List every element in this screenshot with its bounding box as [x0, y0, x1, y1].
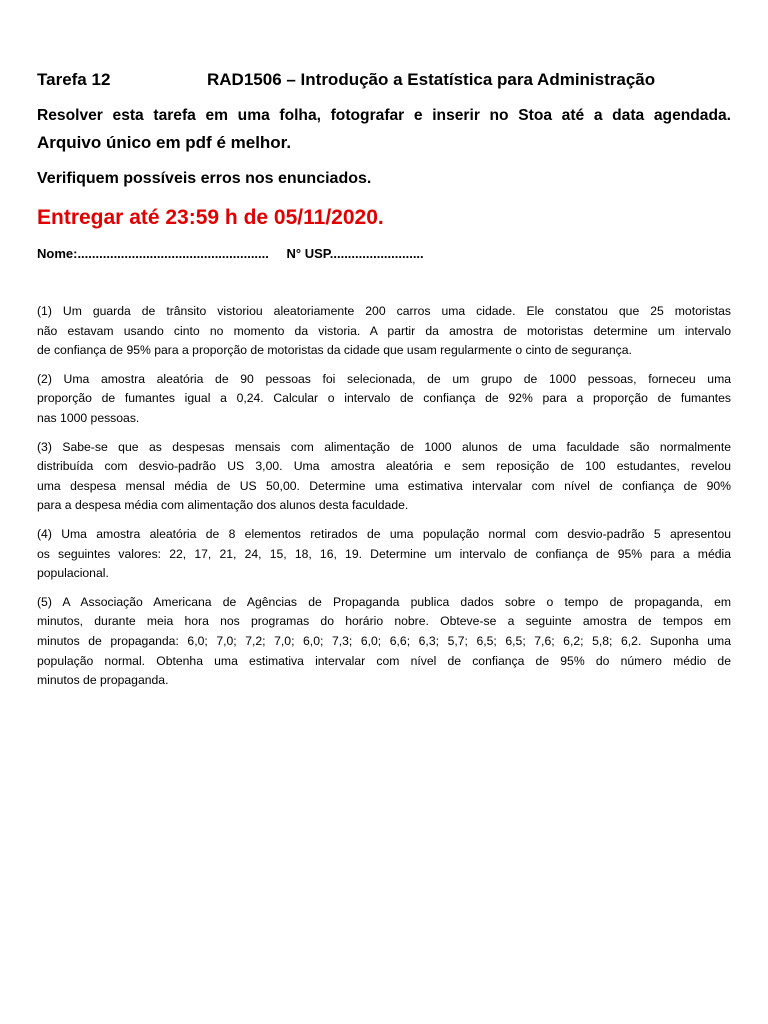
question-line: (3) Sabe-se que as despesas mensais com alimentação de 1000 alunos de uma faculdade são normalmente	[37, 439, 731, 454]
question-line: para a despesa média com alimentação dos alunos desta faculdade.	[37, 498, 409, 513]
question-line: (1) Um guarda de trânsito vistoriou aleatoriamente 200 carros uma cidade. Ele constatou que 25 motoristas	[37, 304, 731, 318]
question-1	[37, 302, 731, 361]
question-line: proporção de fumantes igual a 0,24. Calcular o intervalo de confiança de 92% para a proporção de fumantes	[37, 391, 731, 406]
question-line: populacional.	[37, 566, 109, 581]
question-3	[37, 438, 731, 516]
question-5	[37, 593, 731, 691]
question-line: não estavam usando cinto no momento da vistoria. A partir da amostra de motoristas determine um intervalo	[37, 323, 731, 338]
question-line: distribuída com desvio-padrão US 3,00. Uma amostra aleatória e sem reposição de 100 estudantes, revelou	[37, 459, 731, 474]
identification-row	[37, 245, 424, 263]
question-line: minutos de propaganda: 6,0; 7,0; 7,2; 7,0; 6,0; 7,3; 6,0; 6,6; 6,3; 5,7; 6,5; 6,5; 7,6; 6,2; 5,8; 6,2. Suponha uma	[37, 633, 731, 648]
question-line: nas 1000 pessoas.	[37, 410, 140, 425]
usp-number-field: N° USP..........................	[286, 246, 424, 261]
question-line: (5) A Associação Americana de Agências de Propaganda publica dados sobre o tempo de propaganda, em	[37, 594, 731, 609]
instruction-check-errors: Verifiquem possíveis erros nos enunciados.	[37, 170, 372, 187]
instruction-upload: Resolver esta tarefa em uma folha, fotografar e inserir no Stoa até a data agendada.	[37, 107, 731, 124]
question-line: (2) Uma amostra aleatória de 90 pessoas foi selecionada, de um grupo de 1000 pessoas, forneceu uma	[37, 371, 731, 386]
task-label: Tarefa 12	[37, 70, 111, 89]
document-header	[37, 70, 737, 94]
question-line: uma despesa mensal média de US 50,00. Determine uma estimativa intervalar com nível de confiança de 90%	[37, 478, 731, 493]
question-line: minutos, durante meia hora nos programas do horário nobre. Obteve-se a seguinte amostra de tempos em	[37, 614, 731, 629]
question-line: (4) Uma amostra aleatória de 8 elementos retirados de uma população normal com desvio-padrão 5 apresentou	[37, 526, 731, 541]
deadline-notice: Entregar até 23:59 h de 05/11/2020.	[37, 206, 384, 229]
question-line: população normal. Obtenha uma estimativa intervalar com nível de confiança de 95% do número médio de	[37, 653, 731, 668]
name-field: Nome:.....................................................	[37, 246, 269, 261]
question-4	[37, 525, 731, 584]
question-list	[37, 302, 731, 700]
question-line: de confiança de 95% para a proporção de motoristas da cidade que usam regularmente o cinto de segurança.	[37, 343, 632, 358]
question-line: os seguintes valores: 22, 17, 21, 24, 15, 18, 16, 19. Determine um intervalo de confiança de 95% para a média	[37, 546, 731, 561]
question-2	[37, 370, 731, 429]
question-line: minutos de propaganda.	[37, 673, 169, 688]
course-title: RAD1506 – Introdução a Estatística para Administração	[207, 70, 656, 89]
instruction-pdf: Arquivo único em pdf é melhor.	[37, 133, 292, 152]
